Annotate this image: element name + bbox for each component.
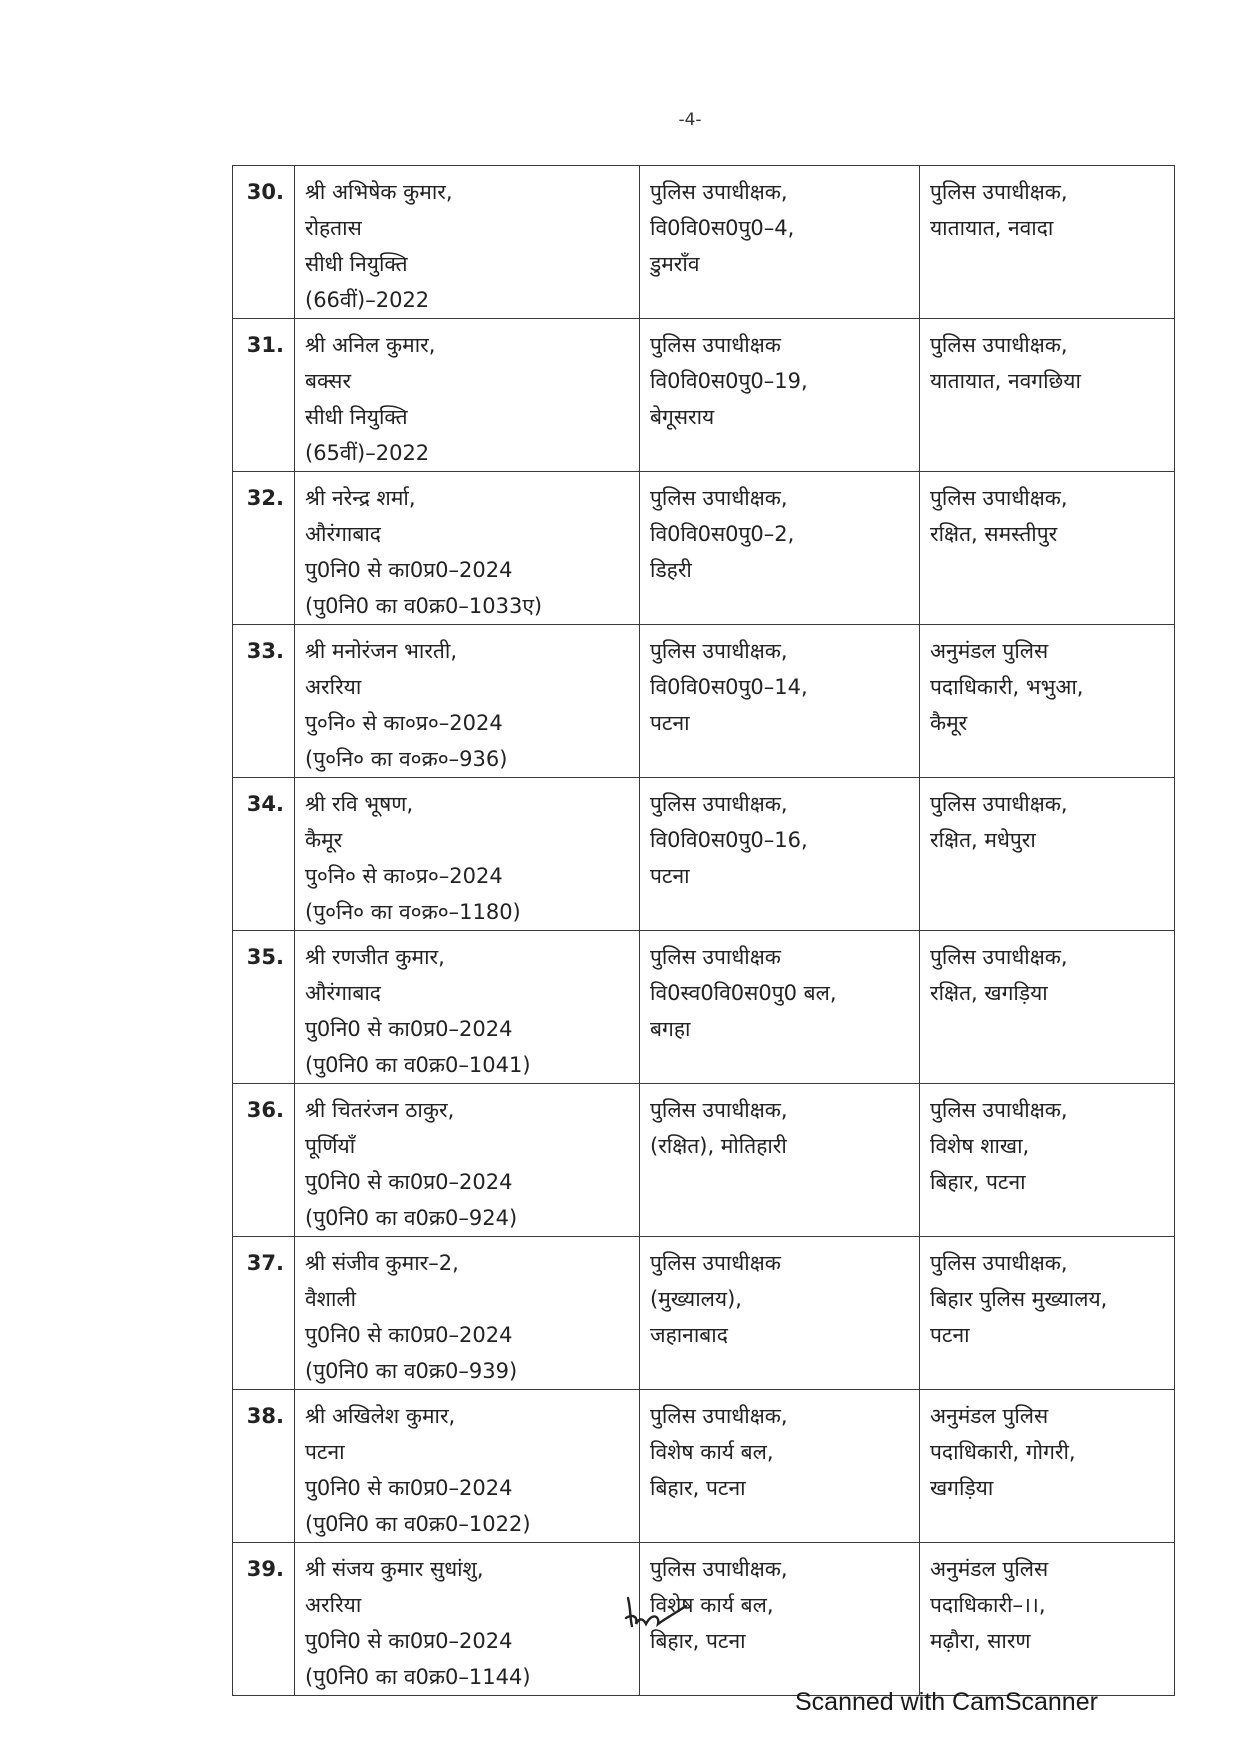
- officer-details: [295, 166, 640, 319]
- current-posting-line: जहानाबाद: [650, 1323, 728, 1347]
- home-district: औरंगाबाद: [305, 522, 381, 546]
- current-posting: [640, 778, 920, 931]
- serial-number: 38.: [233, 1390, 295, 1543]
- new-posting: [920, 1390, 1175, 1543]
- batch-info: (पु0नि0 का व0क्र0–939): [305, 1359, 518, 1383]
- current-posting: [640, 625, 920, 778]
- batch-info: (पु०नि० का व०क्र०–1180): [305, 900, 521, 924]
- new-posting: [920, 625, 1175, 778]
- officer-details: [295, 931, 640, 1084]
- serial-number: 33.: [233, 625, 295, 778]
- new-posting: [920, 778, 1175, 931]
- home-district: कैमूर: [305, 828, 343, 852]
- current-posting-line: बेगूसराय: [650, 405, 715, 429]
- current-posting: [640, 1390, 920, 1543]
- current-posting-line: (मुख्यालय),: [650, 1287, 742, 1311]
- current-posting: [640, 931, 920, 1084]
- officer-details: [295, 1543, 640, 1696]
- new-posting-line: अनुमंडल पुलिस: [930, 639, 1049, 663]
- new-posting: [920, 319, 1175, 472]
- home-district: अररिया: [305, 675, 362, 699]
- new-posting-line: अनुमंडल पुलिस: [930, 1557, 1049, 1581]
- home-district: वैशाली: [305, 1287, 357, 1311]
- new-posting-line: पुलिस उपाधीक्षक,: [930, 333, 1068, 357]
- new-posting-line: पुलिस उपाधीक्षक,: [930, 180, 1068, 204]
- current-posting-line: वि0वि0स0पु0–4,: [650, 216, 795, 240]
- new-posting: [920, 931, 1175, 1084]
- page-number: -4-: [678, 110, 702, 130]
- serial-number: 31.: [233, 319, 295, 472]
- serial-number: 34.: [233, 778, 295, 931]
- officer-details: [295, 778, 640, 931]
- new-posting-line: पुलिस उपाधीक्षक,: [930, 1251, 1068, 1275]
- officer-name: श्री संजीव कुमार–2,: [305, 1251, 459, 1275]
- appointment-type: पु0नि0 से का0प्र0–2024: [305, 1017, 513, 1041]
- new-posting-line: पुलिस उपाधीक्षक,: [930, 486, 1068, 510]
- serial-number: 36.: [233, 1084, 295, 1237]
- officer-name: श्री अखिलेश कुमार,: [305, 1404, 456, 1428]
- serial-number: 39.: [233, 1543, 295, 1696]
- table-body: [233, 166, 1175, 1696]
- home-district: अररिया: [305, 1593, 362, 1617]
- current-posting-line: पुलिस उपाधीक्षक,: [650, 639, 788, 663]
- current-posting-line: पुलिस उपाधीक्षक,: [650, 792, 788, 816]
- new-posting-line: रक्षित, मधेपुरा: [930, 828, 1036, 852]
- current-posting-line: बिहार, पटना: [650, 1476, 746, 1500]
- new-posting-line: रक्षित, समस्तीपुर: [930, 522, 1058, 546]
- officer-details: [295, 1390, 640, 1543]
- batch-info: (पु0नि0 का व0क्र0–1033ए): [305, 594, 543, 618]
- current-posting-line: पुलिस उपाधीक्षक: [650, 1251, 781, 1275]
- new-posting: [920, 472, 1175, 625]
- current-posting-line: पुलिस उपाधीक्षक,: [650, 180, 788, 204]
- batch-info: (65वीं)–2022: [305, 441, 430, 465]
- table-row: [233, 1390, 1175, 1543]
- batch-info: (पु0नि0 का व0क्र0–1041): [305, 1053, 531, 1077]
- officer-name: श्री मनोरंजन भारती,: [305, 639, 458, 663]
- current-posting: [640, 472, 920, 625]
- table-row: [233, 1543, 1175, 1696]
- home-district: पूर्णियाँ: [305, 1134, 356, 1158]
- batch-info: (पु०नि० का व०क्र०–936): [305, 747, 508, 771]
- current-posting-line: पुलिस उपाधीक्षक,: [650, 486, 788, 510]
- officer-details: [295, 472, 640, 625]
- new-posting-line: पदाधिकारी, भभुआ,: [930, 675, 1084, 699]
- current-posting-line: पुलिस उपाधीक्षक,: [650, 1098, 788, 1122]
- table-row: [233, 319, 1175, 472]
- new-posting-line: पदाधिकारी–।।,: [930, 1593, 1046, 1617]
- new-posting-line: पदाधिकारी, गोगरी,: [930, 1440, 1076, 1464]
- current-posting-line: डुमराँव: [650, 252, 700, 276]
- batch-info: (पु0नि0 का व0क्र0–1144): [305, 1665, 531, 1689]
- table-row: [233, 778, 1175, 931]
- appointment-type: पु0नि0 से का0प्र0–2024: [305, 1170, 513, 1194]
- current-posting-line: पुलिस उपाधीक्षक,: [650, 1557, 788, 1581]
- table-row: [233, 625, 1175, 778]
- officer-name: श्री रणजीत कुमार,: [305, 945, 445, 969]
- batch-info: (पु0नि0 का व0क्र0–1022): [305, 1512, 531, 1536]
- new-posting: [920, 1543, 1175, 1696]
- new-posting-line: मढ़ौरा, सारण: [930, 1629, 1031, 1653]
- current-posting-line: (रक्षित), मोतिहारी: [650, 1134, 787, 1158]
- current-posting: [640, 1237, 920, 1390]
- serial-number: 32.: [233, 472, 295, 625]
- new-posting-line: पटना: [930, 1323, 970, 1347]
- new-posting-line: खगड़िया: [930, 1476, 994, 1500]
- current-posting: [640, 166, 920, 319]
- serial-number: 35.: [233, 931, 295, 1084]
- new-posting-line: अनुमंडल पुलिस: [930, 1404, 1049, 1428]
- home-district: पटना: [305, 1440, 345, 1464]
- new-posting-line: विशेष शाखा,: [930, 1134, 1030, 1158]
- new-posting-line: पुलिस उपाधीक्षक,: [930, 1098, 1068, 1122]
- new-posting-line: पुलिस उपाधीक्षक,: [930, 945, 1068, 969]
- current-posting-line: वि0वि0स0पु0–14,: [650, 675, 808, 699]
- current-posting-line: बगहा: [650, 1017, 691, 1041]
- officer-details: [295, 1084, 640, 1237]
- current-posting-line: वि0वि0स0पु0–19,: [650, 369, 808, 393]
- officer-name: श्री रवि भूषण,: [305, 792, 414, 816]
- table-row: [233, 931, 1175, 1084]
- officer-details: [295, 319, 640, 472]
- new-posting-line: यातायात, नवादा: [930, 216, 1054, 240]
- new-posting: [920, 1237, 1175, 1390]
- current-posting-line: वि0स्व0वि0स0पु0 बल,: [650, 981, 837, 1005]
- appointment-type: पु0नि0 से का0प्र0–2024: [305, 1629, 513, 1653]
- officer-name: श्री अनिल कुमार,: [305, 333, 436, 357]
- current-posting-line: पुलिस उपाधीक्षक: [650, 945, 781, 969]
- current-posting-line: पुलिस उपाधीक्षक: [650, 333, 781, 357]
- new-posting-line: रक्षित, खगड़िया: [930, 981, 1048, 1005]
- officer-details: [295, 625, 640, 778]
- table-row: [233, 472, 1175, 625]
- current-posting-line: विशेष कार्य बल,: [650, 1593, 774, 1617]
- appointment-type: सीधी नियुक्ति: [305, 252, 408, 276]
- new-posting-line: बिहार, पटना: [930, 1170, 1026, 1194]
- scanner-watermark: Scanned with CamScanner: [795, 1688, 1098, 1716]
- batch-info: (पु0नि0 का व0क्र0–924): [305, 1206, 518, 1230]
- signature: [622, 1590, 692, 1635]
- new-posting-line: यातायात, नवगछिया: [930, 369, 1081, 393]
- transfer-table: [232, 165, 1175, 1696]
- table-row: [233, 1084, 1175, 1237]
- appointment-type: सीधी नियुक्ति: [305, 405, 408, 429]
- serial-number: 30.: [233, 166, 295, 319]
- current-posting-line: पटना: [650, 864, 690, 888]
- home-district: रोहतास: [305, 216, 362, 240]
- current-posting-line: पुलिस उपाधीक्षक,: [650, 1404, 788, 1428]
- current-posting-line: डिहरी: [650, 558, 692, 582]
- officer-name: श्री अभिषेक कुमार,: [305, 180, 453, 204]
- table-row: [233, 1237, 1175, 1390]
- officer-name: श्री संजय कुमार सुधांशु,: [305, 1557, 484, 1581]
- appointment-type: पु०नि० से का०प्र०–2024: [305, 864, 503, 888]
- new-posting-line: बिहार पुलिस मुख्यालय,: [930, 1287, 1108, 1311]
- new-posting: [920, 1084, 1175, 1237]
- current-posting-line: विशेष कार्य बल,: [650, 1440, 774, 1464]
- batch-info: (66वीं)–2022: [305, 288, 430, 312]
- officer-details: [295, 1237, 640, 1390]
- appointment-type: पु0नि0 से का0प्र0–2024: [305, 1323, 513, 1347]
- new-posting-line: पुलिस उपाधीक्षक,: [930, 792, 1068, 816]
- appointment-type: पु0नि0 से का0प्र0–2024: [305, 558, 513, 582]
- home-district: औरंगाबाद: [305, 981, 381, 1005]
- appointment-type: पु0नि0 से का0प्र0–2024: [305, 1476, 513, 1500]
- appointment-type: पु०नि० से का०प्र०–2024: [305, 711, 503, 735]
- current-posting-line: बिहार, पटना: [650, 1629, 746, 1653]
- current-posting-line: वि0वि0स0पु0–2,: [650, 522, 795, 546]
- table-row: [233, 166, 1175, 319]
- current-posting-line: पटना: [650, 711, 690, 735]
- officer-name: श्री चितरंजन ठाकुर,: [305, 1098, 455, 1122]
- officer-name: श्री नरेन्द्र शर्मा,: [305, 486, 416, 510]
- serial-number: 37.: [233, 1237, 295, 1390]
- new-posting: [920, 166, 1175, 319]
- current-posting: [640, 319, 920, 472]
- home-district: बक्सर: [305, 369, 352, 393]
- current-posting-line: वि0वि0स0पु0–16,: [650, 828, 808, 852]
- current-posting: [640, 1084, 920, 1237]
- new-posting-line: कैमूर: [930, 711, 968, 735]
